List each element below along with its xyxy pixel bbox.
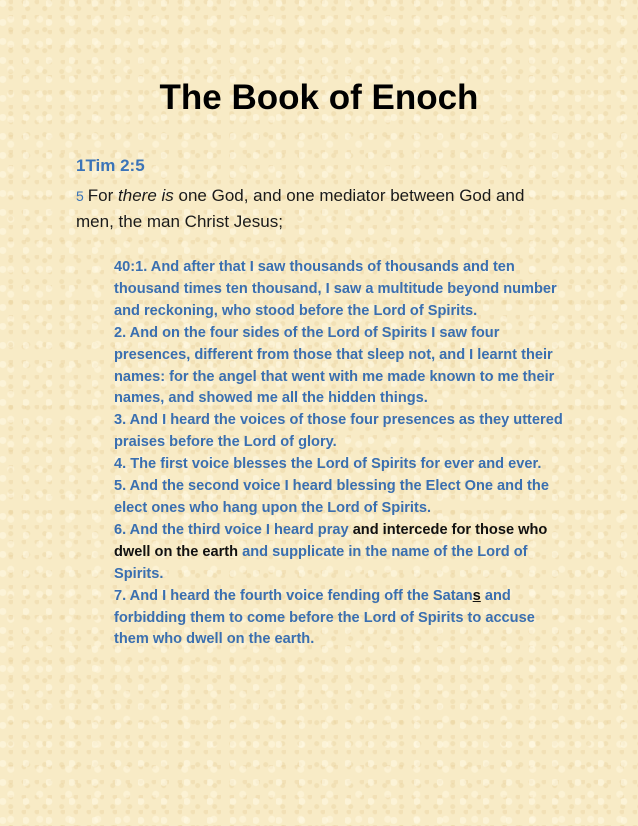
- enoch-verse-2: 2. And on the four sides of the Lord of Spirits I saw four presences, different from those that sleep not, and I learnt their names: for the angel that went with me made known to me their names, and showed me all the hidden things.: [114, 324, 555, 407]
- enoch-verse-4: 4. The first voice blesses the Lord of Spirits for ever and ever.: [114, 456, 542, 473]
- verse-text-before: For: [87, 186, 119, 205]
- enoch-verse-6: [114, 520, 572, 586]
- enoch-verse-6-highlight: and intercede for those who dwell on the earth: [114, 521, 548, 560]
- page-title: The Book of Enoch: [159, 78, 479, 117]
- verse-italic-text: there is: [118, 186, 174, 205]
- enoch-verse-7-end: and forbidding them to come before the Lord of Spirits to accuse them who dwell on the earth.: [114, 587, 535, 648]
- verse-text-after: one God, and one mediator between God and men, the man Christ Jesus;: [76, 186, 525, 231]
- verse-number: 5: [76, 188, 84, 204]
- enoch-verse-7-start: 7. And I heard the fourth voice fending off the Satan: [114, 587, 473, 604]
- enoch-verse-6-end: and supplicate in the name of the Lord of Spirits.: [114, 543, 528, 582]
- enoch-verse-1: 40:1. And after that I saw thousands of thousands and ten thousand times ten thousand, I saw a multitude beyond number and reckoning, who stood before the Lord of Spirits.: [114, 259, 557, 319]
- enoch-verse-7-underlined: s: [472, 587, 481, 604]
- enoch-verse-6-start: 6. And the third voice I heard pray: [114, 521, 353, 538]
- enoch-verse-7: [114, 586, 572, 652]
- scripture-verse: [76, 183, 546, 234]
- enoch-verse-3: 3. And I heard the voices of those four presences as they uttered praises before the Lord of glory.: [114, 412, 563, 451]
- scripture-reference: 1Tim 2:5: [76, 156, 145, 175]
- enoch-passage: [114, 257, 572, 651]
- enoch-verse-5: 5. And the second voice I heard blessing the Elect One and the elect ones who hang upon the Lord of Spirits.: [114, 478, 549, 516]
